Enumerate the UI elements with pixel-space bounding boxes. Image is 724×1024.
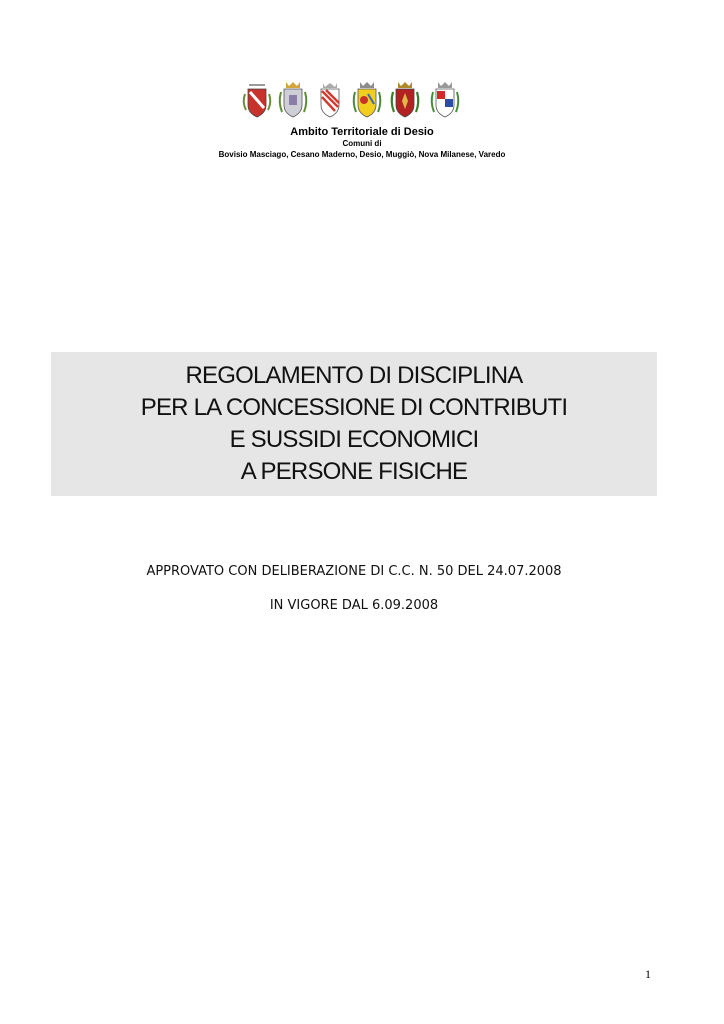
page-number: 1 [645,967,651,981]
title-line: PER LA CONCESSIONE DI CONTRIBUTI [140,394,568,421]
municipal-crests [236,80,468,128]
title-line: E SUSSIDI ECONOMICI [229,426,479,453]
title-box [51,352,657,496]
towns-list: Bovisio Masciago, Cesano Maderno, Desio, Muggiò, Nova Milanese, Varedo [218,150,506,159]
nova-milanese-crest-icon [388,80,422,126]
document-header [0,126,724,160]
muggio-crest-icon [350,80,384,126]
comuni-label: Comuni di [342,139,382,148]
approval-statement: APPROVATO CON DELIBERAZIONE DI C.C. N. 50 DEL 24.07.2008 [146,564,562,579]
bovisio-masciago-crest-icon [240,80,274,126]
varedo-crest-icon [428,80,462,126]
desio-crest-icon [313,80,347,126]
ambito-title: Ambito Territoriale di Desio [290,126,434,138]
effective-date: IN VIGORE DAL 6.09.2008 [269,598,439,613]
cesano-maderno-crest-icon [276,80,310,126]
title-line: REGOLAMENTO DI DISCIPLINA [185,362,523,389]
title-line: A PERSONE FISICHE [240,458,468,485]
